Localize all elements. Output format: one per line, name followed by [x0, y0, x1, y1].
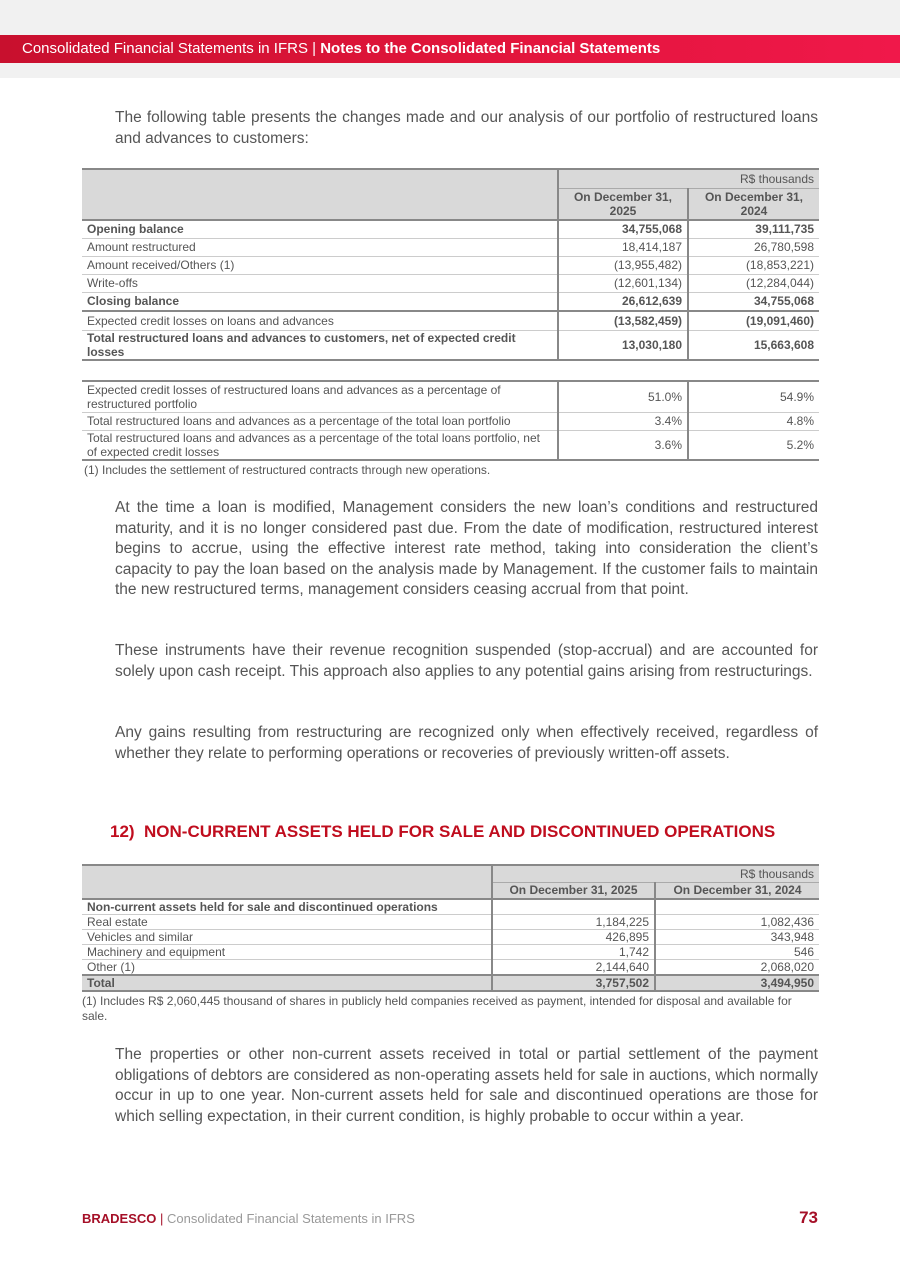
table-row [82, 930, 819, 945]
restructured-ratios-table [82, 380, 819, 461]
table2-footnote: (1) Includes R$ 2,060,445 thousand of shares in publicly held companies received as payment, intended for disposal and available for sale. [82, 994, 792, 1023]
table-total-row [82, 975, 819, 991]
row-value-2024: 15,663,608 [688, 330, 819, 360]
header-separator: | [307, 40, 321, 57]
paragraph-gains: Any gains resulting from restructuring are recognized only when effectively received, regardless of whether they relate to performing operations or recoveries of previously written-off assets. [115, 724, 818, 762]
row-value-2024: 39,111,735 [688, 220, 819, 238]
row-value-2024: 26,780,598 [688, 238, 819, 256]
section-12-title: 12) NON-CURRENT ASSETS HELD FOR SALE AND DISCONTINUED OPERATIONS [110, 822, 776, 841]
table1-footnote: (1) Includes the settlement of restructured contracts through new operations. [84, 463, 491, 477]
row-value-2025: 1,184,225 [492, 915, 655, 930]
row-label: Total restructured loans and advances to customers, net of expected credit losses [82, 330, 558, 360]
group-label: Non-current assets held for sale and discontinued operations [82, 899, 492, 915]
row-value-2025: 1,742 [492, 945, 655, 960]
row-value-2024: 5.2% [688, 430, 819, 460]
total-value-2024: 3,494,950 [655, 975, 819, 991]
row-value-2025: 3.4% [558, 412, 688, 430]
row-value-2025: 13,030,180 [558, 330, 688, 360]
restructured-loans-table [82, 168, 819, 361]
row-value-2024: 4.8% [688, 412, 819, 430]
table-row [82, 960, 819, 976]
row-label: Total restructured loans and advances as a percentage of the total loan portfolio [82, 412, 558, 430]
table-row [82, 381, 819, 412]
table-row [82, 256, 819, 274]
footer-doc-title: Consolidated Financial Statements in IFRS [167, 1211, 415, 1226]
unit-label: R$ thousands [558, 169, 819, 188]
table-group-row [82, 899, 819, 915]
row-value-2025: 51.0% [558, 381, 688, 412]
row-value-2025: (13,582,459) [558, 311, 688, 330]
col-header-2024: On December 31, 2024 [688, 188, 819, 220]
row-label: Total restructured loans and advances as a percentage of the total loans portfolio, net of expected credit losses [87, 430, 540, 459]
header-section-title: Notes to the Consolidated Financial Statements [320, 40, 661, 57]
table-row [82, 311, 819, 330]
row-value-2024: (12,284,044) [688, 274, 819, 292]
table-row [82, 274, 819, 292]
table-row [82, 220, 819, 238]
row-label: Vehicles and similar [82, 930, 492, 945]
row-value-2025: 34,755,068 [558, 220, 688, 238]
row-value-2025: 2,144,640 [492, 960, 655, 976]
table-row [82, 292, 819, 311]
row-value-2025: 26,612,639 [558, 292, 688, 311]
row-value-2025: 3.6% [558, 430, 688, 460]
table-row [82, 238, 819, 256]
paragraph-non-current-assets: The properties or other non-current assets received in total or partial settlement of the payment obligations of debtors are considered as non-operating assets held for sale in auctions, which normally occur in up to one year. Non-current assets held for sale and discontinued operations are those for which selling expectation, in their current condition, is highly probable to occur within a year. [115, 1046, 818, 1125]
table-row [82, 412, 819, 430]
row-value-2024: (19,091,460) [688, 311, 819, 330]
row-value-2025: (12,601,134) [558, 274, 688, 292]
row-label: Amount received/Others (1) [82, 256, 558, 274]
table-row [82, 915, 819, 930]
footer-separator: | [156, 1211, 168, 1226]
page-number: 73 [799, 1208, 818, 1227]
paragraph-modification: At the time a loan is modified, Management considers the new loan’s conditions and restructured maturity, and it is no longer considered past due. From the date of modification, restructured interest begins to accrue, using the effective interest rate method, taking into consideration the client’s capacity to pay the loan based on the analysis made by Management. If the customer fails to maintain the new restructured terms, management considers ceasing accrual from that point. [115, 499, 818, 598]
intro-paragraph: The following table presents the changes made and our analysis of our portfolio of restructured loans and advances to customers: [115, 109, 818, 147]
row-value-2024: 2,068,020 [655, 960, 819, 976]
row-value-2024: 343,948 [655, 930, 819, 945]
row-value-2024: 34,755,068 [688, 292, 819, 311]
header-blank [82, 169, 558, 188]
col-header-2024: On December 31, 2024 [655, 882, 819, 899]
row-value-2025: 426,895 [492, 930, 655, 945]
row-label: Amount restructured [82, 238, 558, 256]
table-row [82, 945, 819, 960]
header-bar [0, 35, 900, 63]
row-label: Real estate [82, 915, 492, 930]
brand-logo-text: BRADESCO [82, 1211, 157, 1226]
header-doc-title: Consolidated Financial Statements in IFRS [22, 40, 308, 57]
row-label: Other (1) [87, 960, 136, 974]
row-label: Opening balance [82, 220, 558, 238]
row-value-2024: 1,082,436 [655, 915, 819, 930]
total-value-2025: 3,757,502 [492, 975, 655, 991]
row-value-2024: (18,853,221) [688, 256, 819, 274]
col-header-2025: On December 31, 2025 [558, 188, 688, 220]
row-label: Expected credit losses of restructured loans and advances as a percentage of restructured portfolio [82, 381, 558, 412]
unit-label: R$ thousands [492, 865, 819, 882]
row-value-2025: (13,955,482) [558, 256, 688, 274]
row-label: Machinery and equipment [82, 945, 492, 960]
table-row [82, 330, 819, 360]
row-value-2024: 546 [655, 945, 819, 960]
row-label: Expected credit losses on loans and advances [82, 311, 558, 330]
paragraph-stop-accrual: These instruments have their revenue recognition suspended (stop-accrual) and are accounted for solely upon cash receipt. This approach also applies to any potential gains arising from restructurings. [115, 642, 818, 680]
row-label: Closing balance [82, 292, 558, 311]
table-row [82, 430, 819, 460]
row-value-2025: 18,414,187 [558, 238, 688, 256]
row-label: Write-offs [82, 274, 558, 292]
total-label: Total [82, 975, 492, 991]
col-header-2025: On December 31, 2025 [492, 882, 655, 899]
non-current-assets-table [82, 864, 819, 992]
page-footer [82, 1211, 415, 1226]
row-value-2024: 54.9% [688, 381, 819, 412]
